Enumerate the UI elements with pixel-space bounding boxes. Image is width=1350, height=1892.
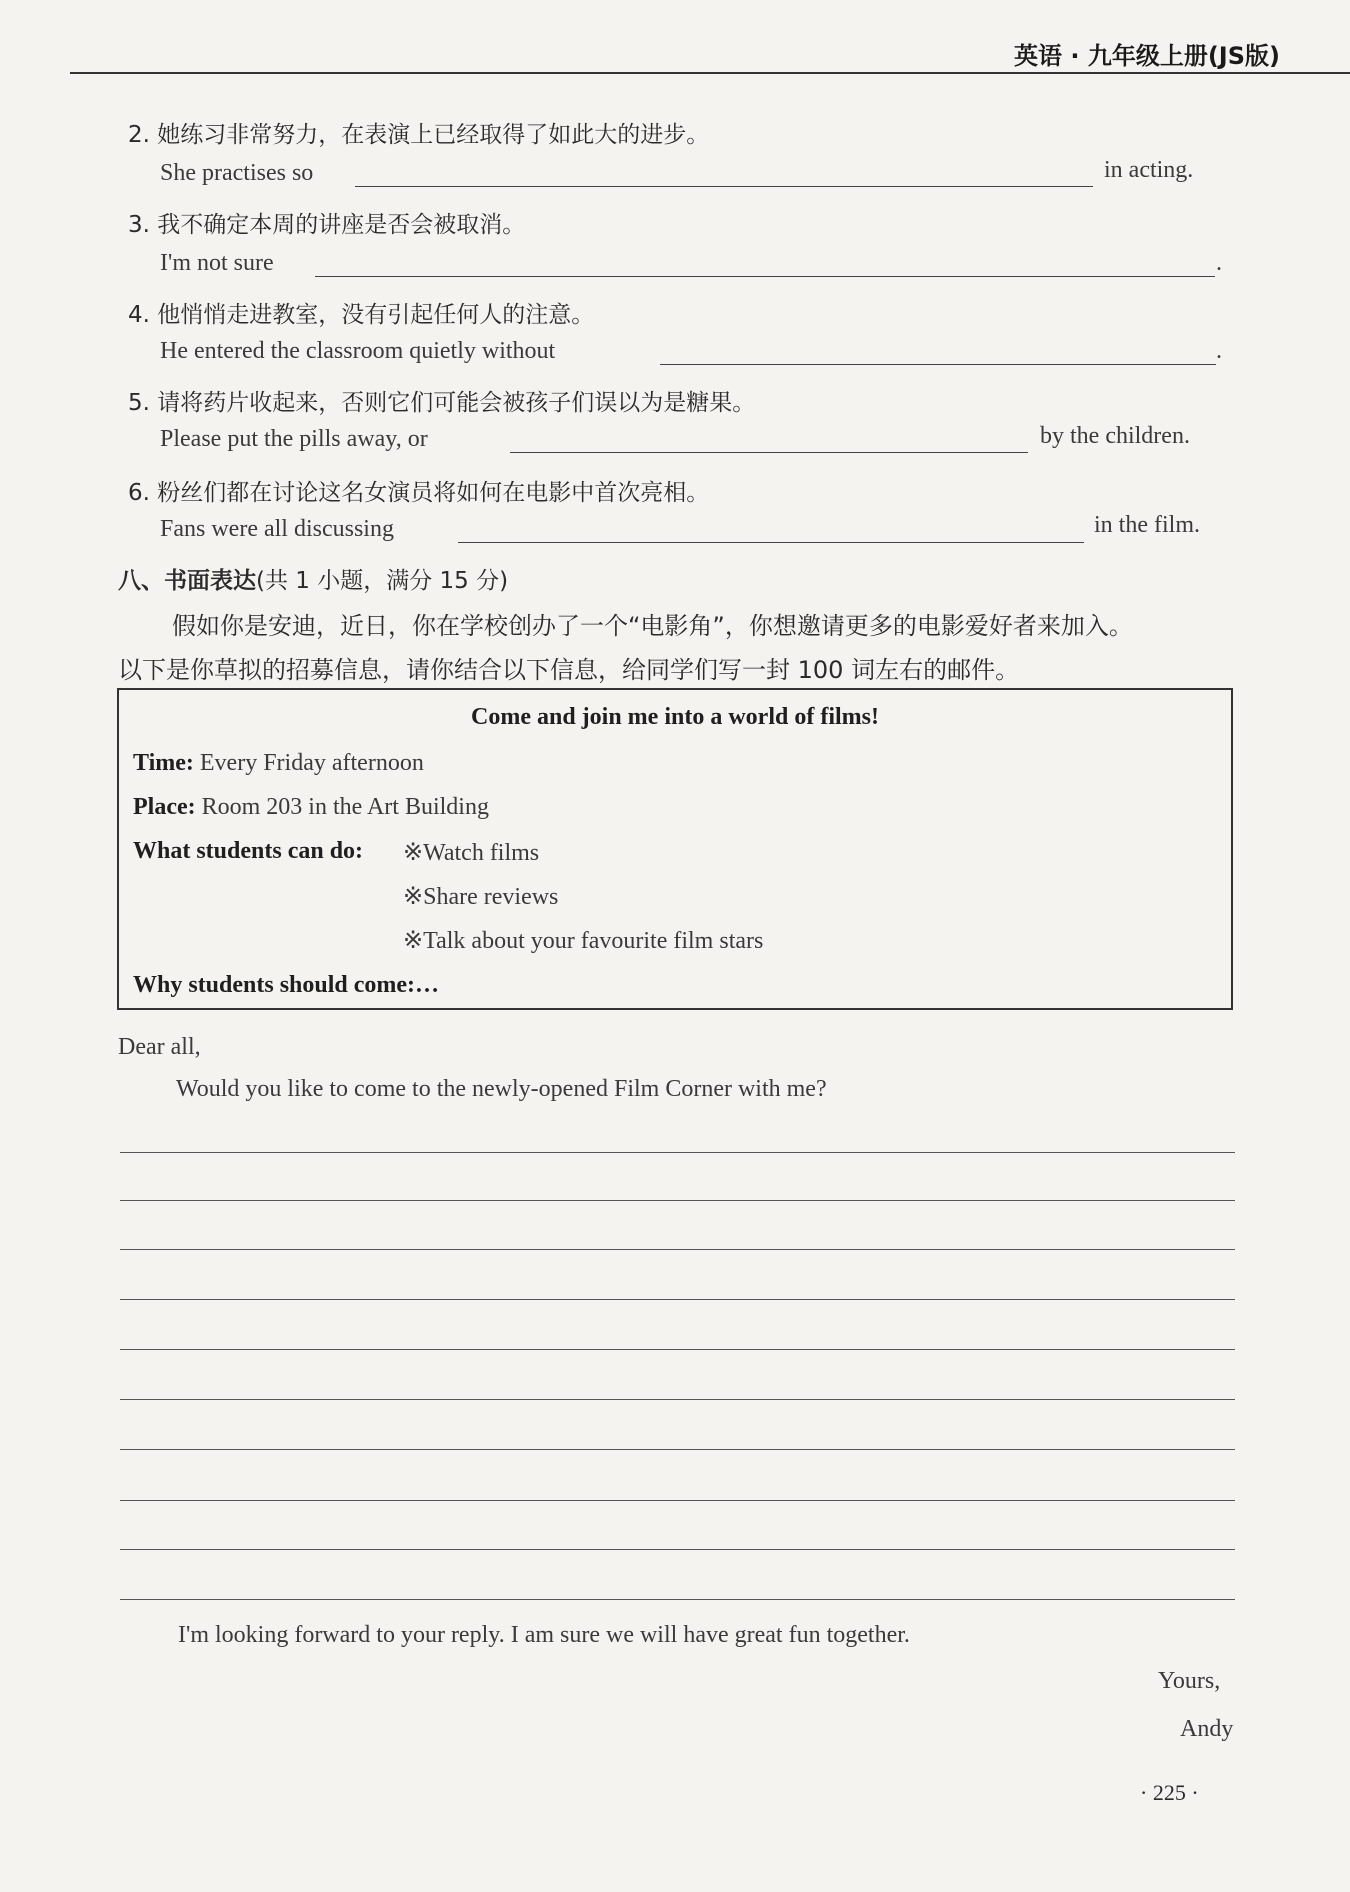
- letter-closing: I'm looking forward to your reply. I am sure we will have great fun together.: [178, 1622, 910, 1648]
- notice-why-row: [133, 972, 439, 999]
- notice-time-label: Time:: [133, 750, 194, 776]
- item-2-english-end: in acting.: [1104, 157, 1194, 183]
- notice-activities-label: What students can do:: [133, 838, 364, 864]
- section-8-score-note: (共 1 小题，满分 15 分): [256, 568, 509, 594]
- writing-line[interactable]: [120, 1399, 1235, 1400]
- letter-greeting: Dear all,: [118, 1034, 201, 1060]
- notice-activity-item: ※Share reviews: [403, 884, 559, 910]
- notice-time-row: [133, 750, 424, 777]
- item-3-answer-blank[interactable]: [315, 276, 1215, 277]
- notice-activity-item: ※Talk about your favourite film stars: [403, 928, 764, 954]
- writing-line[interactable]: [120, 1152, 1235, 1153]
- writing-line[interactable]: [120, 1200, 1235, 1201]
- letter-signoff: Yours,: [1158, 1668, 1221, 1694]
- header-rule: [70, 72, 1350, 74]
- item-5-english-end: by the children.: [1040, 423, 1190, 449]
- item-4-chinese: 4. 他悄悄走进教室，没有引起任何人的注意。: [128, 302, 595, 328]
- writing-line[interactable]: [120, 1249, 1235, 1250]
- page-number: · 225 ·: [1140, 1780, 1199, 1805]
- notice-title: Come and join me into a world of films!: [471, 704, 879, 730]
- notice-place-label: Place:: [133, 794, 196, 820]
- notice-place-value: Room 203 in the Art Building: [201, 794, 489, 820]
- item-2-answer-blank[interactable]: [355, 186, 1093, 187]
- item-6-chinese: 6. 粉丝们都在讨论这名女演员将如何在电影中首次亮相。: [128, 480, 710, 506]
- writing-line[interactable]: [120, 1449, 1235, 1450]
- section-8-heading: [118, 562, 508, 595]
- item-5-answer-blank[interactable]: [510, 452, 1028, 453]
- item-3-english-end: .: [1216, 250, 1222, 276]
- item-4-answer-blank[interactable]: [660, 364, 1216, 365]
- writing-prompt-line-2: 以下是你草拟的招募信息，请你结合以下信息，给同学们写一封 100 词左右的邮件。: [118, 656, 1020, 684]
- item-5-english-start: Please put the pills away, or: [160, 426, 428, 452]
- writing-line[interactable]: [120, 1349, 1235, 1350]
- writing-prompt-line-1: 假如你是安迪，近日，你在学校创办了一个“电影角”，你想邀请更多的电影爱好者来加入。: [172, 612, 1133, 640]
- letter-signature: Andy: [1180, 1716, 1234, 1742]
- notice-why-label: Why students should come:…: [133, 972, 440, 998]
- writing-line[interactable]: [120, 1299, 1235, 1300]
- item-4-english-start: He entered the classroom quietly without: [160, 338, 556, 364]
- item-4-english-end: .: [1216, 338, 1222, 364]
- item-6-answer-blank[interactable]: [458, 542, 1084, 543]
- notice-activity-item: ※Watch films: [403, 840, 540, 866]
- item-6-english-start: Fans were all discussing: [160, 516, 394, 542]
- writing-line[interactable]: [120, 1549, 1235, 1550]
- recruitment-notice-box: [117, 688, 1233, 1010]
- notice-place-row: [133, 794, 489, 821]
- item-3-chinese: 3. 我不确定本周的讲座是否会被取消。: [128, 212, 526, 238]
- notice-activities-row: [133, 838, 363, 865]
- item-2-english-start: She practises so: [160, 160, 314, 186]
- page-header: 英语 · 九年级上册(JS版): [1014, 42, 1280, 70]
- item-3-english-start: I'm not sure: [160, 250, 274, 276]
- writing-line[interactable]: [120, 1599, 1235, 1600]
- item-6-english-end: in the film.: [1094, 512, 1200, 538]
- writing-line[interactable]: [120, 1500, 1235, 1501]
- notice-time-value: Every Friday afternoon: [199, 750, 424, 776]
- item-2-chinese: 2. 她练习非常努力，在表演上已经取得了如此大的进步。: [128, 122, 710, 148]
- item-5-chinese: 5. 请将药片收起来，否则它们可能会被孩子们误以为是糖果。: [128, 390, 756, 416]
- section-8-title: 八、书面表达: [118, 568, 256, 594]
- letter-opening: Would you like to come to the newly-opened Film Corner with me?: [176, 1076, 827, 1102]
